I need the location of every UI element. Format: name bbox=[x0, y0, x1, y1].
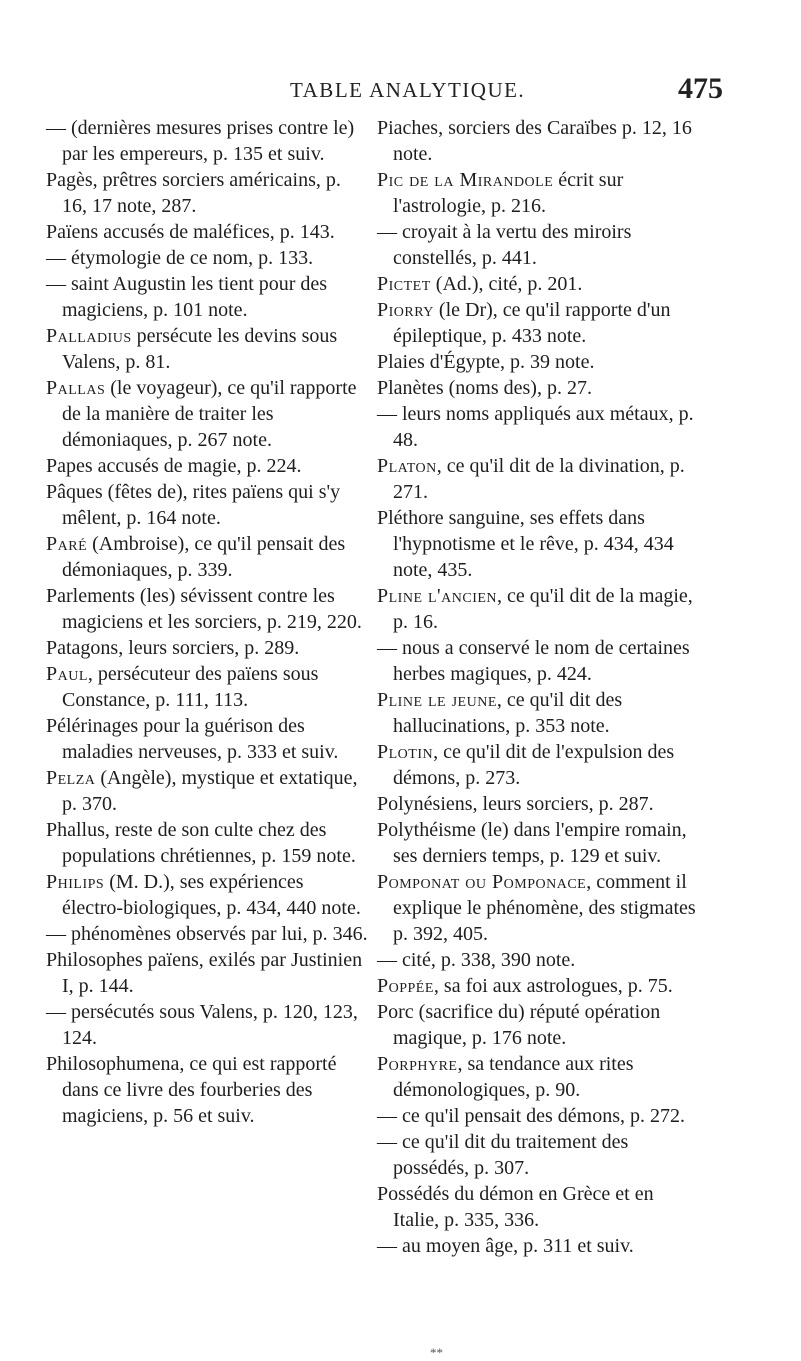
entry-heading: Plotin bbox=[377, 741, 434, 763]
entry-heading: Pictet bbox=[377, 273, 431, 295]
entry-text: Patagons, leurs sorciers, p. 289. bbox=[46, 637, 300, 659]
entry-text: Planètes (noms des), p. 27. bbox=[377, 377, 592, 399]
index-entry bbox=[46, 661, 368, 713]
entry-heading: Poppée bbox=[377, 975, 434, 997]
entry-text: Papes accusés de magie, p. 224. bbox=[46, 455, 302, 477]
entry-heading: Pomponat ou Pomponace bbox=[377, 871, 587, 893]
entry-heading: Pallas bbox=[46, 377, 106, 399]
entry-text: Philosophumena, ce qui est rapporté dans ce livre des fourberies des magiciens, p. 56 et suiv. bbox=[46, 1053, 337, 1127]
index-entry bbox=[377, 973, 699, 999]
entry-text: , sa foi aux astrologues, p. 75. bbox=[433, 975, 673, 997]
index-entry bbox=[46, 453, 368, 479]
entry-text: Phallus, reste de son culte chez des populations chrétiennes, p. 159 note. bbox=[46, 819, 356, 867]
entry-text: (Ambroise), ce qu'il pensait des démoniaques, p. 339. bbox=[62, 533, 346, 581]
index-entry bbox=[46, 713, 368, 765]
index-entry bbox=[46, 765, 368, 817]
entry-text: persécute les devins sous Valens, p. 81. bbox=[62, 325, 338, 373]
entry-text: Possédés du démon en Grèce et en Italie, p. 335, 336. bbox=[377, 1183, 654, 1231]
index-entry bbox=[377, 869, 699, 947]
entry-text: Pâques (fêtes de), rites païens qui s'y mêlent, p. 164 note. bbox=[46, 481, 341, 529]
index-entry bbox=[377, 401, 699, 453]
entry-heading: Porphyre bbox=[377, 1053, 458, 1075]
entry-text: écrit sur l'astrologie, p. 216. bbox=[393, 169, 624, 217]
entry-text: — saint Augustin les tient pour des magiciens, p. 101 note. bbox=[46, 273, 328, 321]
index-entry bbox=[46, 323, 368, 375]
entry-text: , ce qu'il dit des hallucinations, p. 353 note. bbox=[393, 689, 623, 737]
entry-heading: Pelza bbox=[46, 767, 96, 789]
index-entry bbox=[377, 947, 699, 973]
index-entry bbox=[377, 167, 699, 219]
index-entry bbox=[377, 115, 699, 167]
entry-heading: Pline le jeune bbox=[377, 689, 497, 711]
index-entry bbox=[46, 635, 368, 661]
entry-text: Plaies d'Égypte, p. 39 note. bbox=[377, 351, 595, 373]
index-column-right bbox=[377, 115, 699, 1259]
entry-text: — ce qu'il pensait des démons, p. 272. bbox=[377, 1105, 685, 1127]
index-entry bbox=[377, 687, 699, 739]
index-entry bbox=[377, 349, 699, 375]
entry-heading: Paul bbox=[46, 663, 88, 685]
entry-text: Païens accusés de maléfices, p. 143. bbox=[46, 221, 335, 243]
index-entry bbox=[377, 297, 699, 349]
entry-text: Philosophes païens, exilés par Justinien I, p. 144. bbox=[46, 949, 363, 997]
entry-text: (le Dr), ce qu'il rapporte d'un épileptique, p. 433 note. bbox=[393, 299, 671, 347]
entry-heading: Palladius bbox=[46, 325, 132, 347]
entry-heading: Pic de la Mirandole bbox=[377, 169, 554, 191]
entry-text: , persécuteur des païens sous Constance, p. 111, 113. bbox=[62, 663, 319, 711]
index-entry bbox=[377, 739, 699, 791]
entry-text: Pélérinages pour la guérison des maladies nerveuses, p. 333 et suiv. bbox=[46, 715, 339, 763]
entry-text: Polynésiens, leurs sorciers, p. 287. bbox=[377, 793, 654, 815]
index-entry bbox=[377, 1233, 699, 1259]
entry-heading: Platon bbox=[377, 455, 437, 477]
entry-text: — phénomènes observés par lui, p. 346. bbox=[46, 923, 368, 945]
index-entry bbox=[377, 791, 699, 817]
index-entry bbox=[46, 531, 368, 583]
index-entry bbox=[377, 1103, 699, 1129]
entry-text: , ce qu'il dit de la divination, p. 271. bbox=[393, 455, 685, 503]
index-entry bbox=[46, 375, 368, 453]
index-entry bbox=[377, 375, 699, 401]
index-entry bbox=[46, 479, 368, 531]
entry-text: — ce qu'il dit du traitement des possédés, p. 307. bbox=[377, 1131, 629, 1179]
entry-text: , comment il explique le phénomène, des stigmates p. 392, 405. bbox=[393, 871, 696, 945]
entry-heading: Piorry bbox=[377, 299, 434, 321]
index-entry bbox=[377, 453, 699, 505]
entry-text: — leurs noms appliqués aux métaux, p. 48. bbox=[377, 403, 694, 451]
index-entry bbox=[377, 271, 699, 297]
entry-text: (Angèle), mystique et extatique, p. 370. bbox=[62, 767, 358, 815]
index-entry bbox=[46, 245, 368, 271]
entry-text: — au moyen âge, p. 311 et suiv. bbox=[377, 1235, 634, 1257]
entry-text: , ce qu'il dit de la magie, p. 16. bbox=[393, 585, 693, 633]
index-column-left bbox=[46, 115, 368, 1129]
index-entry bbox=[377, 219, 699, 271]
entry-text: — (dernières mesures prises contre le) par les empereurs, p. 135 et suiv. bbox=[46, 117, 355, 165]
entry-text: — nous a conservé le nom de certaines herbes magiques, p. 424. bbox=[377, 637, 690, 685]
index-entry bbox=[377, 1129, 699, 1181]
entry-heading: Philips bbox=[46, 871, 105, 893]
index-entry bbox=[46, 817, 368, 869]
index-entry bbox=[377, 635, 699, 687]
index-entry bbox=[46, 271, 368, 323]
entry-text: Pagès, prêtres sorciers américains, p. 16, 17 note, 287. bbox=[46, 169, 341, 217]
entry-text: Polythéisme (le) dans l'empire romain, ses derniers temps, p. 129 et suiv. bbox=[377, 819, 687, 867]
running-header: TABLE ANALYTIQUE. bbox=[290, 78, 526, 102]
entry-text: (M. D.), ses expériences électro-biologiques, p. 434, 440 note. bbox=[62, 871, 361, 919]
index-entry bbox=[46, 219, 368, 245]
page-number: 475 bbox=[678, 72, 723, 105]
entry-text: Pléthore sanguine, ses effets dans l'hypnotisme et le rêve, p. 434, 434 note, 435. bbox=[377, 507, 674, 581]
index-entry bbox=[46, 115, 368, 167]
entry-text: — cité, p. 338, 390 note. bbox=[377, 949, 576, 971]
index-entry bbox=[46, 947, 368, 999]
index-entry bbox=[377, 999, 699, 1051]
index-entry bbox=[46, 921, 368, 947]
entry-text: — croyait à la vertu des miroirs constellés, p. 441. bbox=[377, 221, 632, 269]
entry-heading: Paré bbox=[46, 533, 88, 555]
index-entry bbox=[46, 167, 368, 219]
index-entry bbox=[46, 1051, 368, 1129]
index-entry bbox=[377, 505, 699, 583]
index-entry bbox=[377, 583, 699, 635]
entry-text: (le voyageur), ce qu'il rapporte de la manière de traiter les démoniaques, p. 267 note. bbox=[62, 377, 357, 451]
entry-text: Parlements (les) sévissent contre les magiciens et les sorciers, p. 219, 220. bbox=[46, 585, 362, 633]
entry-text: , sa tendance aux rites démonologiques, p. 90. bbox=[393, 1053, 634, 1101]
entry-text: (Ad.), cité, p. 201. bbox=[430, 273, 583, 295]
entry-heading: Pline l'ancien bbox=[377, 585, 498, 607]
entry-text: , ce qu'il dit de l'expulsion des démons, p. 273. bbox=[393, 741, 675, 789]
entry-text: Porc (sacrifice du) réputé opération magique, p. 176 note. bbox=[377, 1001, 661, 1049]
entry-text: — persécutés sous Valens, p. 120, 123, 124. bbox=[46, 1001, 358, 1049]
index-entry bbox=[377, 1181, 699, 1233]
index-entry bbox=[377, 817, 699, 869]
index-entry bbox=[46, 999, 368, 1051]
index-entry bbox=[46, 583, 368, 635]
index-entry bbox=[46, 869, 368, 921]
signature-mark: ** bbox=[430, 1345, 443, 1360]
entry-text: — étymologie de ce nom, p. 133. bbox=[46, 247, 314, 269]
index-entry bbox=[377, 1051, 699, 1103]
entry-text: Piaches, sorciers des Caraïbes p. 12, 16 note. bbox=[377, 117, 692, 165]
